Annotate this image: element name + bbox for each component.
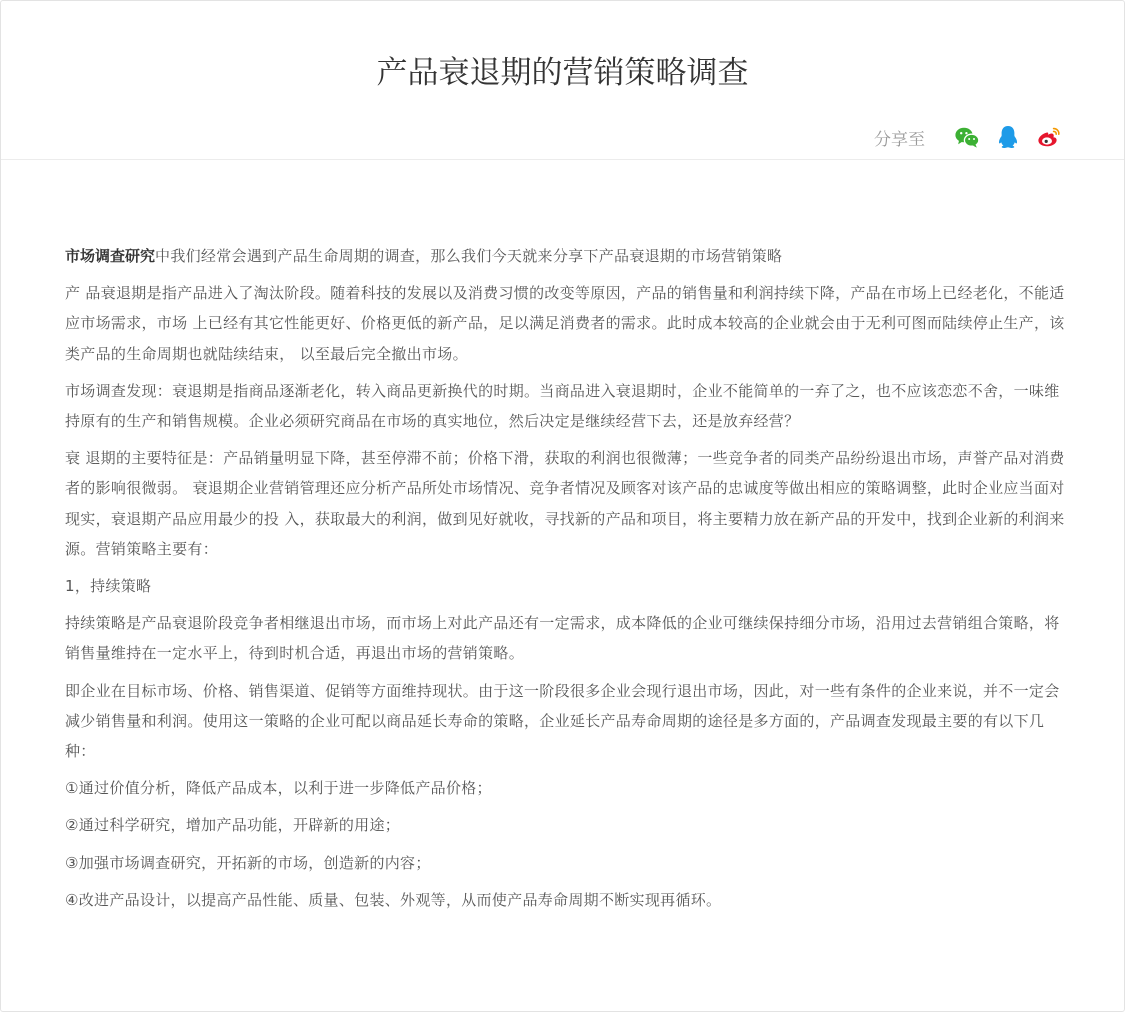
share-bar [874,123,1062,151]
article-paragraph: 持续策略是产品衰退阶段竞争者相继退出市场，而市场上对此产品还有一定需求，成本降低的企业可继续保持细分市场，沿用过去营销组合策略，将销售量维持在一定水平上，待到时机合适，再退出市场的营销策略。 [65,614,1060,663]
weibo-icon[interactable] [1036,124,1062,150]
list-item: ②通过科学研究，增加产品功能，开辟新的用途； [65,816,401,835]
qq-icon[interactable] [995,124,1021,150]
article-paragraph: 市场调查发现：衰退期是指商品逐渐老化，转入商品更新换代的时期。当商品进入衰退期时，企业不能简单的一弃了之，也不应该恋恋不舍，一味维持原有的生产和销售规模。企业必须研究商品在市场的真实地位，然后决定是继续经营下去，还是放弃经营？ [65,381,1060,431]
list-item: ③加强市场调查研究，开拓新的市场，创造新的内容； [65,853,431,872]
article-paragraph: 产 品衰退期是指产品进入了淘汰阶段。随着科技的发展以及消费习惯的改变等原因，产品的销售量和利润持续下降，产品在市场上已经老化，不能适应市场需求，市场 上已经有其它性能更好、价格更低的新产品，足以满足消费者的需求。此时成本较高的企业就会由于无利可图而陆续停止生产，该类产品的生命周期也就陆续结束， 以至最后完全撤出市场。 [65,284,1065,363]
intro-text: 中我们经常会遇到产品生命周期的调查，那么我们今天就来分享下产品衰退期的市场营销策略 [155,247,783,265]
share-label: 分享至 [874,129,925,150]
article-intro [65,241,1065,271]
intro-keyword-link[interactable]: 市场调查研究 [65,247,156,265]
article-paragraph: 即企业在目标市场、价格、销售渠道、促销等方面维持现状。由于这一阶段很多企业会现行退出市场，因此，对一些有条件的企业来说，并不一定会减少销售量和利润。使用这一策略的企业可配以商品延长寿命的策略，企业延长产品寿命周期的途径是多方面的，产品调查发现最主要的有以下几种： [65,681,1060,761]
list-item: ④改进产品设计，以提高产品性能、质量、包装、外观等，从而使产品寿命周期不断实现再循环。 [65,890,722,909]
list-item: ①通过价值分析，降低产品成本，以利于进一步降低产品价格； [65,779,492,798]
wechat-icon[interactable] [954,124,980,150]
page-title: 产品衰退期的营销策略调查 [376,55,749,91]
article-body [65,241,1065,922]
article-header [1,1,1124,160]
article-paragraph: 衰 退期的主要特征是：产品销量明显下降，甚至停滞不前；价格下滑，获取的利润也很微薄；一些竞争者的同类产品纷纷退出市场，声誉产品对消费者的影响很微弱。 衰退期企业营销管理还应分析产品所处市场情况、竞争者情况及顾客对该产品的忠诚度等做出相应的策略调整，此时企业应当面对现实，衰退期产品应用最少的投 入，获取最大的利润，做到见好就收，寻找新的产品和项目，将主要精力放在新产品的开发中，找到企业新的利润来源。营销策略主要有： [65,449,1065,558]
section-heading: 1，持续策略 [65,577,152,596]
